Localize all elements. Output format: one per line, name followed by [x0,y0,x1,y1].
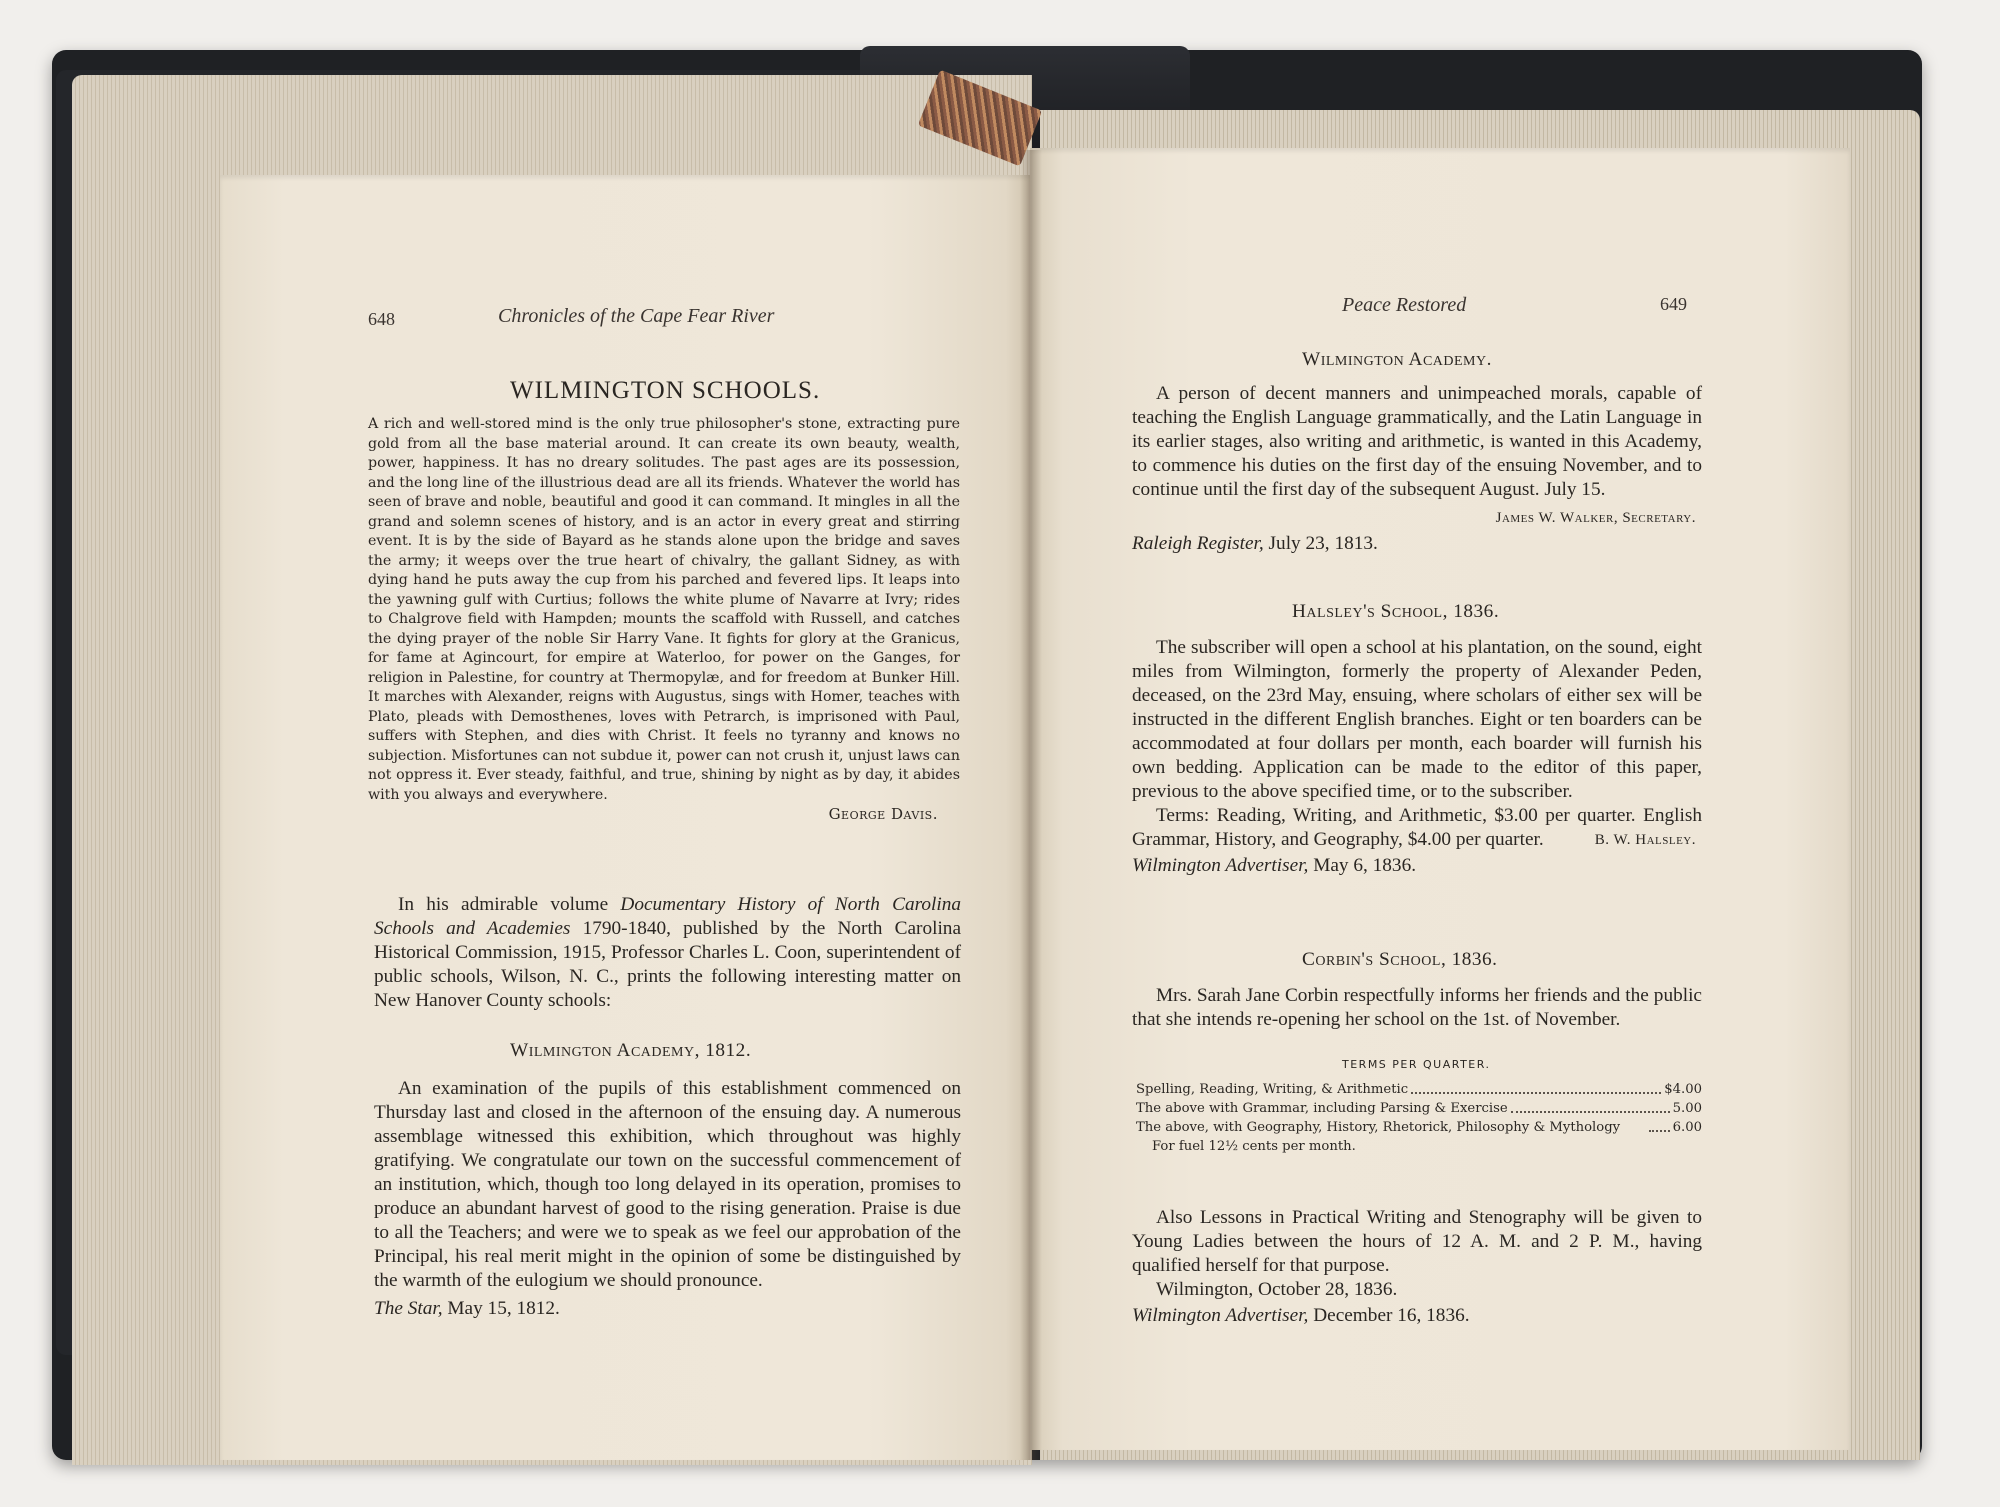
terms-price: 5.00 [1672,1101,1702,1116]
s3-dateline: Wilmington, October 28, 1836. [1156,1279,1398,1300]
epigraph [368,415,960,825]
s2-body: The subscriber will open a school at his plantation, on the sound, eight miles from Wilmington, formerly the property of Alexander Peden, deceased, on the 23rd May, ensuing, where scholars of either sex will be instructed in the different English branches. Eight or ten boarders can be accommodated at four dollars per month, each boarder will furnish his own bedding. Application can be made to the editor of this paper, previous to the above specified time, or to the subscriber. [1132,637,1702,802]
s1-source-date: July 23, 1813. [1263,533,1378,554]
right-page [1030,148,1850,1450]
left-running-head: Chronicles of the Cape Fear River [498,305,775,327]
s3-block [1132,984,1702,1032]
s2-signature: B. W. Halsley. [1594,832,1696,848]
s1-heading: Wilmington Academy. [1302,349,1492,370]
right-running-head: Peace Restored [1342,294,1467,316]
terms-price: 6.00 [1672,1120,1702,1135]
left-page [220,175,1030,1460]
s3-source-date: December 16, 1836. [1308,1305,1470,1326]
book-gutter [1020,150,1042,1460]
terms-item: Spelling, Reading, Writing, & Arithmetic [1136,1082,1409,1097]
epigraph-author: George Davis. [828,805,938,823]
terms-item: The above with Grammar, including Parsing & Exercise [1136,1101,1508,1116]
s3-heading: Corbin's School, 1836. [1302,949,1498,970]
s2-source-date: May 6, 1836. [1308,855,1417,876]
s2-heading: Halsley's School, 1836. [1292,601,1500,622]
source-paper-1812: The Star, [374,1298,443,1319]
terms-row [1136,1080,1702,1099]
s3-extra-block [1132,1206,1702,1328]
s2-source-paper: Wilmington Advertiser, [1132,855,1309,876]
intro-text-2: 1790-1840, published by the North Carolina Historical Commission, 1915, Professor Charles L. Coon, superintendent of public schools, Wilson, N. C., prints the following interesting matter on New Hanover County schools: [374,918,961,1011]
s2-block [1132,636,1702,878]
terms-row [1136,1118,1702,1137]
s3-source-paper: Wilmington Advertiser, [1132,1305,1309,1326]
section-body-1812-text: An examination of the pupils of this establishment commenced on Thursday last and closed in the afternoon of the ensuing day. A numerous assemblage witnessed this exhibition, which throughout was highly gratifying. We congratulate our town on the successful commencement of an institution, which, though too long delayed in its operation, promises to produce an abundant harvest of good to the rising generation. Praise is due to all the Teachers; and were we to speak as we feel our approbation of the Principal, his real merit might in the opinion of some be distinguished by the warmth of the eulogium we should pronounce. [374,1078,961,1291]
intro-book-title: Documentary History of North Carolina Schools and Academies [374,894,962,939]
s3-extra: Also Lessons in Practical Writing and Stenography will be given to Young Ladies between the hours of 12 A. M. and 2 P. M., having qualified herself for that purpose. [1132,1207,1702,1276]
terms-price: $4.00 [1664,1082,1702,1097]
terms-item: The above, with Geography, History, Rhetorick, Philosophy & Mythology [1136,1120,1621,1135]
section-body-1812 [374,1077,961,1321]
section-heading-1812: Wilmington Academy, 1812. [510,1040,752,1061]
s2-terms: Terms: Reading, Writing, and Arithmetic, $3.00 per quarter. English Grammar, History, and Geography, $4.00 per quarter. [1132,805,1702,850]
right-page-number: 649 [1660,294,1687,314]
fuel-note: For fuel 12½ cents per month. [1152,1139,1356,1154]
s1-body: A person of decent manners and unimpeached morals, capable of teaching the English Language grammatically, and the Latin Language in its earlier stages, also writing and arithmetic, is wanted in this Academy, to commence his duties on the first day of the ensuing November, and to continue until the first day of the subsequent August. July 15. [1132,383,1702,500]
s1-block [1132,382,1702,556]
s3-body: Mrs. Sarah Jane Corbin respectfully informs her friends and the public that she intends re-opening her school on the 1st. of November. [1132,985,1702,1030]
chapter-title: WILMINGTON SCHOOLS. [510,377,821,404]
terms-heading: TERMS PER QUARTER. [1342,1058,1491,1071]
terms-row [1136,1099,1702,1118]
epigraph-text: A rich and well-stored mind is the only true philosopher's stone, extracting pure gold from all the base material around. It can create its own beauty, wealth, power, happiness. It has no dreary solitudes. The past ages are its possession, and the long line of the illustrious dead are all its friends. Whatever the world has seen of brave and noble, beautiful and good it can command. It mingles in all the grand and solemn scenes of history, and is an actor in every great and stirring event. It is by the side of Bayard as he stands alone upon the bridge and saves the army; it weeps over the true heart of chivalry, the gallant Sidney, as with dying hand he puts away the cup from his parched and fevered lips. It leaps into the yawning gulf with Curtius; follows the white plume of Navarre at Ivry; rides to Chalgrove field with Hampden; mounts the scaffold with Russell, and catches the dying prayer of the noble Sir Harry Vane. It fights for glory at the Granicus, for fame at Agincourt, for empire at Waterloo, for power on the Ganges, for religion in Palestine, for country at Thermopylæ, and for freedom at Bunker Hill. It marches with Alexander, reigns with Augustus, sings with Homer, teaches with Plato, pleads with Demosthenes, loves with Petrarch, is imprisoned with Paul, suffers with Stephen, and dies with Christ. It feels no tyranny and knows no subjection. Misfortunes can not subdue it, power can not crush it, unjust laws can not oppress it. Ever steady, faithful, and true, shining by night as by day, it abides with you always and everywhere. [368,416,960,803]
intro-paragraph [374,893,961,1013]
s1-signature: James W. Walker, Secretary. [1495,510,1696,526]
source-date-1812: May 15, 1812. [442,1298,560,1319]
terms-table [1136,1080,1702,1156]
left-page-number: 648 [368,309,395,329]
intro-text-1: In his admirable volume [398,894,621,915]
s1-source-paper: Raleigh Register, [1132,533,1264,554]
